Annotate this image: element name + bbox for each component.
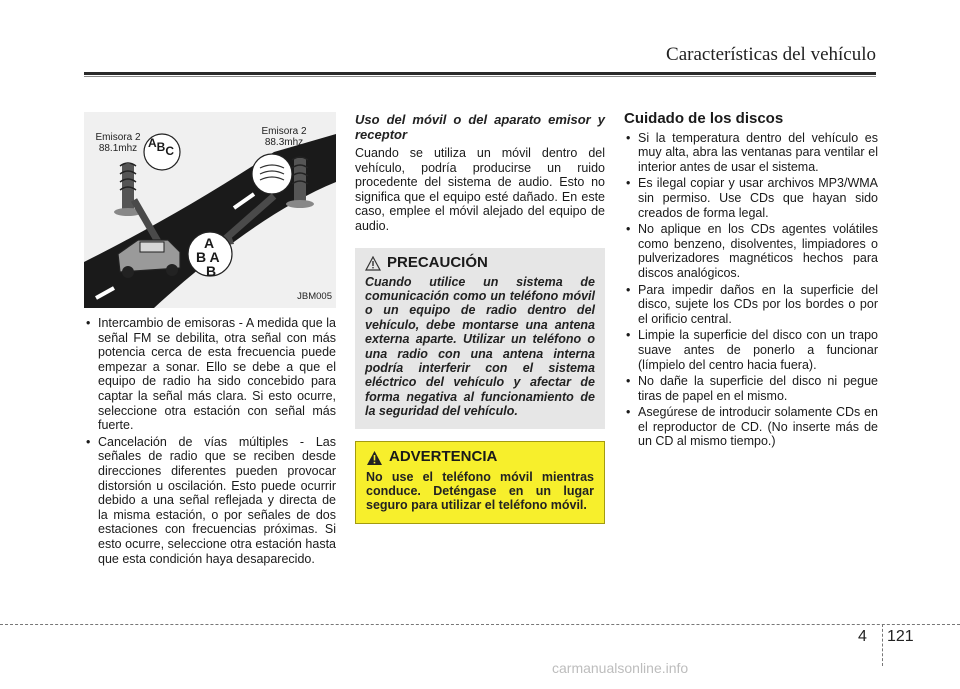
letter-b: B [156,140,166,154]
bullet-list [84,316,336,566]
letters-right [196,236,220,278]
list-item: • Asegúrese de introducir solamente CDs en el reproductor de CD. (No inserte más de un CD al mismo tiempo.) [624,405,878,449]
caution-title: PRECAUCIÓN [387,253,488,271]
watermark-text: carmanualsonline.info [552,660,689,676]
radio-signal-illustration [84,112,336,308]
header-rule [84,72,876,75]
list-item: • Es ilegal copiar y usar archivos MP3/WMA sin permiso. Use CDs que hayan sido creados de forma legal. [624,176,878,220]
caution-body: Cuando utilice un sistema de comunicación como un teléfono móvil o un equipo de radio dentro del vehículo, debe montarse una antena externa aparte. Utilizar un teléfono o una radio con una antena interna podría interferir con el sistema eléctrico del vehículo y afectar de forma negativa al funcionamiento de la seguridad del vehículo. [365,274,595,419]
list-item: • Limpie la superficie del disco con un trapo suave antes de ponerlo a funcionar (límpielo del centro hacia fuera). [624,328,878,372]
letter-a: A [148,136,157,150]
warning-title: ADVERTENCIA [389,448,498,466]
list-item: • Cancelación de vías múltiples - Las señales de radio que se reciben desde direcciones diferentes pueden provocar distorsión u oscilación. Esto puede ocurrir debido a una señal reflejada y directa de la misma estación, o por señales de dos estaciones con frecuencias próximas. Si esto ocurre, seleccione otra estación hasta que esta condición haya desaparecido. [84,435,336,566]
station-left-label [88,132,148,154]
letters-left [148,136,175,158]
letter-b: B [206,263,217,279]
header-rule-thin [84,76,876,77]
warning-title-row [366,450,594,466]
column-middle [355,112,605,524]
bullet-list [624,131,878,449]
column-left [84,112,336,568]
footer-divider [882,624,883,666]
letter-c: C [165,144,175,158]
caution-triangle-icon [365,256,381,271]
station-left-name: Emisora 2 [95,132,141,143]
warning-body: No use el teléfono móvil mientras conduce. Deténgase en un lugar seguro para utilizar el teléfono móvil. [366,469,594,513]
list-item: • Intercambio de emisoras - A medida que la señal FM se debilita, otra señal con más potencia cerca de esta frecuencia puede empezar a sonar. Ello se debe a que el equipo de radio ha sido concebido para captar la señal más clara. Si esto ocurre, seleccione otra estación con señal más fuerte. [84,316,336,433]
letter-a: A [209,249,220,265]
letter-b: B [196,249,207,265]
list-item: • Para impedir daños en la superficie del disco, sujete los CDs por los bordes o por el orificio central. [624,283,878,327]
figure-code: JBM005 [297,291,332,303]
signal-bubble-right [252,154,292,194]
list-item: • No aplique en los CDs agentes volátiles como benzeno, disolventes, limpiadores o pulverizadores magnéticos hechos para discos analógicos. [624,222,878,280]
paragraph: Cuando se utiliza un móvil dentro del vehículo, podría producirse un ruido procedente del sistema de audio. Esto no significa que el equipo esté dañado. En este caso, emplee el móvil alejado del equipo de audio. [355,146,605,233]
chapter-number: 4 [858,628,867,645]
warning-box [355,441,605,524]
caution-box [355,248,605,429]
section-subheading: Uso del móvil o del aparato emisor y receptor [355,112,605,142]
footer-rule [0,624,960,625]
station-right-freq: 88.3mhz [264,137,304,148]
list-item: • Si la temperatura dentro del vehículo es muy alta, abra las ventanas para ventilar el interior antes de usar el sistema. [624,131,878,175]
section-title: Cuidado de los discos [624,110,784,127]
warning-triangle-icon [366,450,383,466]
page-number: 121 [887,628,914,645]
column-right [624,112,878,451]
station-right-name: Emisora 2 [261,126,307,137]
caution-title-row [365,253,595,271]
header-title: Características del vehículo [666,44,876,65]
letter-a: A [204,235,215,251]
station-left-freq: 88.1mhz [98,143,138,154]
station-right-label [252,126,316,148]
list-item: • No dañe la superficie del disco ni pegue tiras de papel en el mismo. [624,374,878,403]
